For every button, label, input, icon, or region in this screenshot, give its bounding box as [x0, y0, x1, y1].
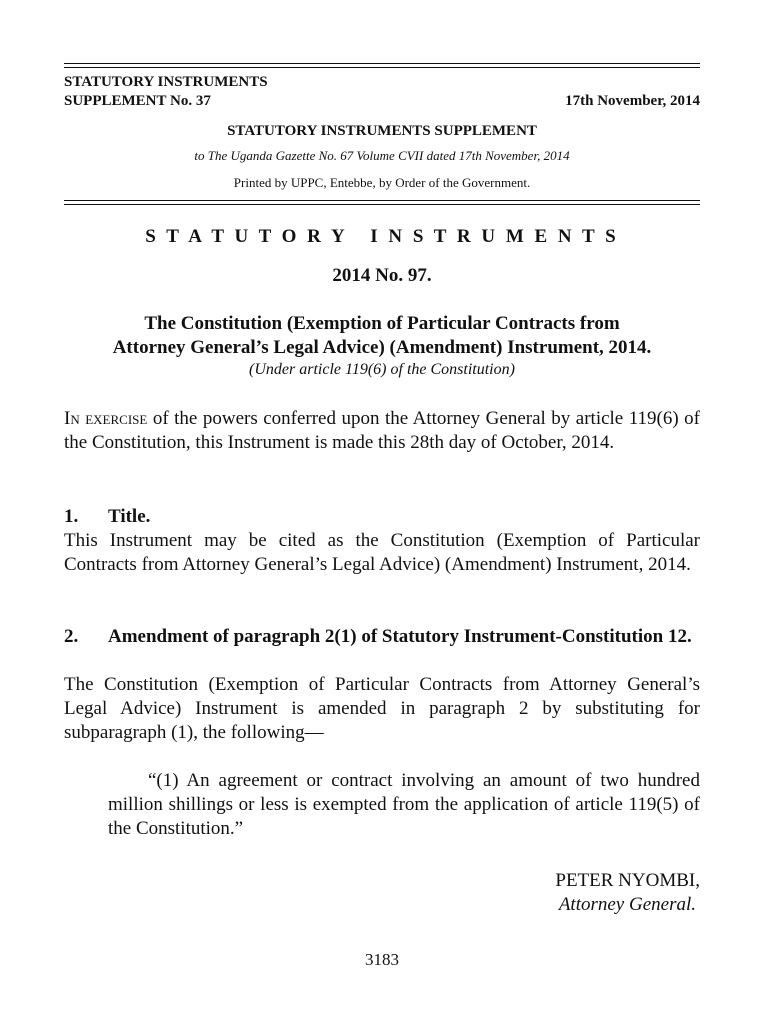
section-1-number: 1. — [64, 506, 79, 527]
printed-by: Printed by UPPC, Entebbe, by Order of the Government. — [233, 175, 531, 190]
header-date: 17th November, 2014 — [565, 93, 700, 109]
supplement-title: STATUTORY INSTRUMENTS SUPPLEMENT — [227, 123, 537, 139]
preamble — [64, 407, 700, 455]
signatory-name: PETER NYOMBI, — [555, 870, 700, 891]
section-2-heading — [64, 625, 700, 649]
section-2-heading-text: Amendment of paragraph 2(1) of Statutory Instrument-Constitution 12. — [108, 626, 692, 647]
section-1-heading — [64, 505, 150, 529]
header-rule-1 — [64, 200, 700, 201]
page-number: 3183 — [365, 950, 399, 969]
title-line-1: The Constitution (Exemption of Particular Contracts from — [144, 313, 620, 334]
section-2-quote: “(1) An agreement or contract involving an amount of two hundred million shillings or less is exempted from the application of article 119(5) of the Constitution.” — [108, 770, 700, 839]
header-rule-2 — [64, 204, 700, 205]
header-line-2: SUPPLEMENT No. 37 — [64, 93, 211, 109]
header-line-1: STATUTORY INSTRUMENTS — [64, 74, 268, 90]
signatory-title: Attorney General. — [558, 894, 696, 915]
gazette-reference: to The Uganda Gazette No. 67 Volume CVII dated 17th November, 2014 — [194, 148, 570, 163]
instrument-number: 2014 No. 97. — [332, 265, 432, 286]
banner-statutory-instruments: S T A T U T O R Y I N S T R U M E N T S — [145, 226, 619, 247]
section-1-body: This Instrument may be cited as the Constitution (Exemption of Particular Contracts from Attorney General’s Legal Advice) (Amendment) Instrument, 2014. — [64, 530, 700, 575]
section-2-body: The Constitution (Exemption of Particular Contracts from Attorney General’s Legal Advice) Instrument is amended in paragraph 2 by substituting for subparagraph (1), the following— — [64, 674, 700, 743]
preamble-text: of the powers conferred upon the Attorney General by article 119(6) of the Constitution, this Instrument is made this 28th day of October, 2014. — [64, 408, 701, 453]
section-2-number: 2. — [64, 626, 79, 647]
preamble-lead: In exercise — [64, 408, 148, 429]
top-rule-2 — [64, 67, 700, 68]
top-rule-1 — [64, 63, 700, 64]
subtitle: (Under article 119(6) of the Constitution) — [249, 361, 515, 378]
title-line-2: Attorney General’s Legal Advice) (Amendment) Instrument, 2014. — [112, 337, 652, 358]
section-1-heading-text: Title. — [108, 506, 151, 527]
